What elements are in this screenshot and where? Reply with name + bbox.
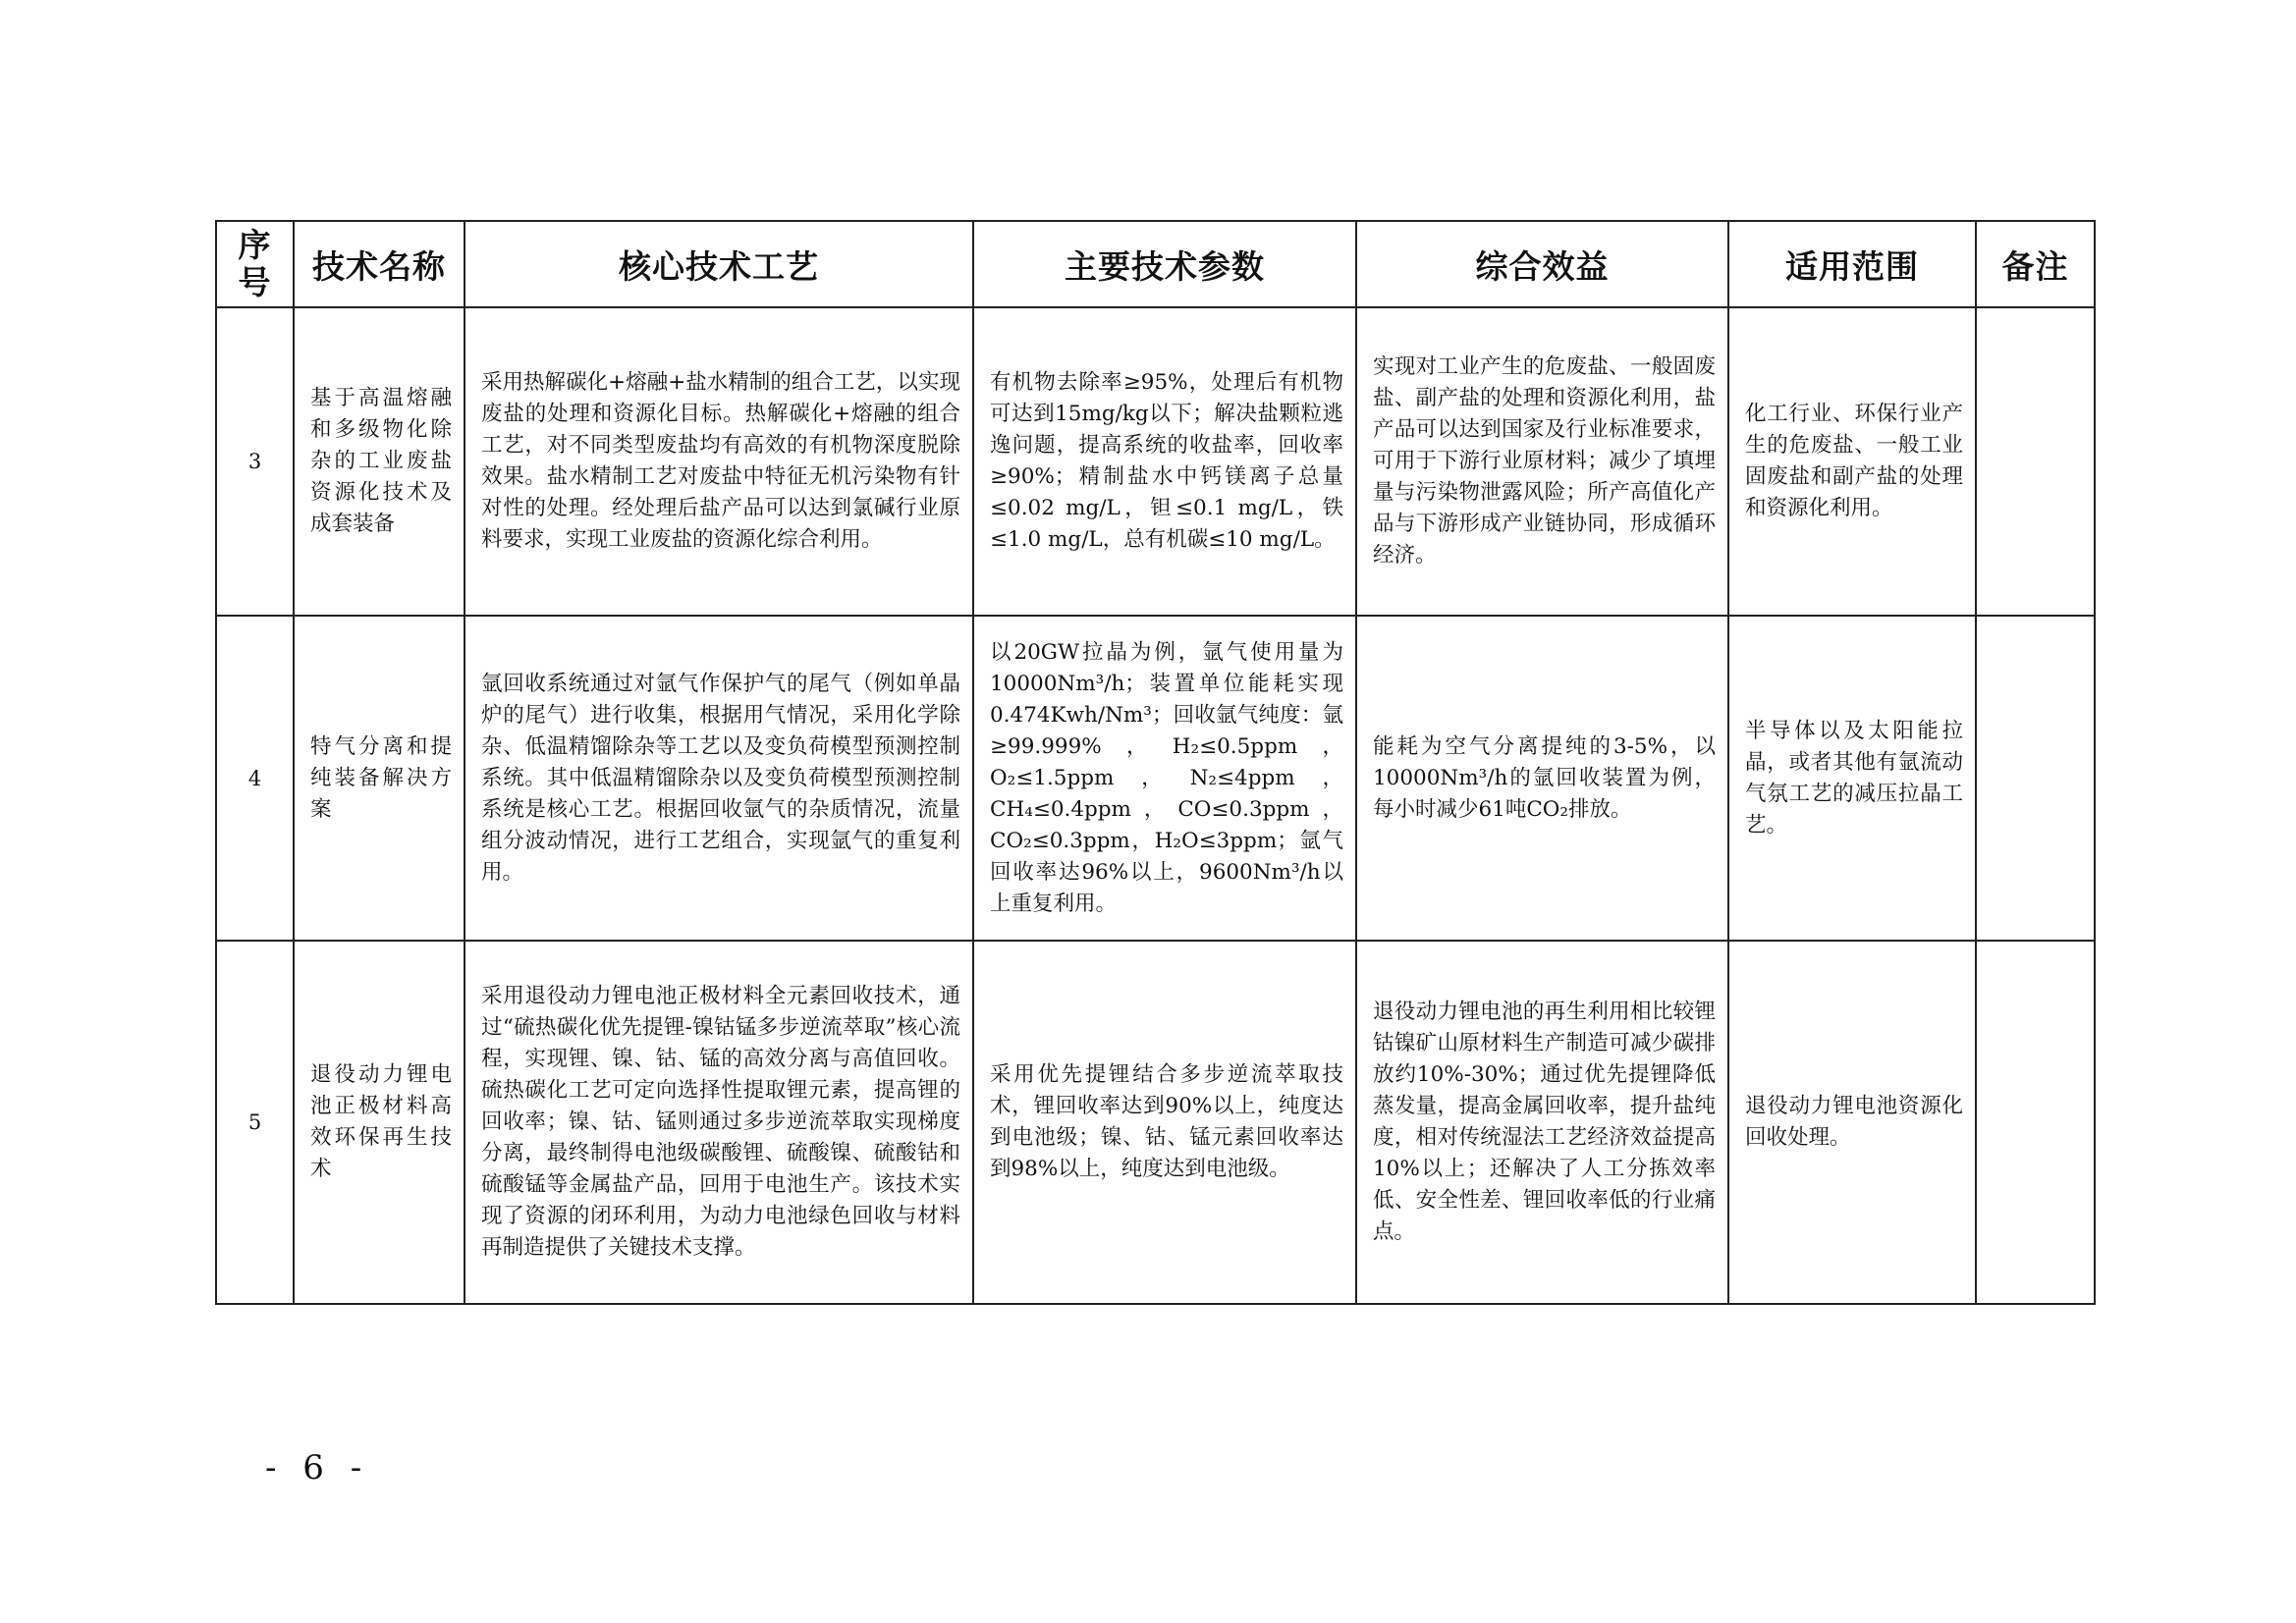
header-name: 技术名称	[294, 221, 465, 307]
row-remarks	[1976, 941, 2095, 1304]
row-benefits-cell	[1356, 941, 1728, 1304]
row-scope: 半导体以及太阳能拉晶，或者其他有氩流动气氛工艺的减压拉晶工艺。	[1745, 718, 1963, 838]
row-process: 采用热解碳化+熔融+盐水精制的组合工艺，以实现废盐的处理和资源化目标。热解碳化+熔融的组合工艺，对不同类型废盐均有高效的有机物深度脱除效果。盐水精制工艺对废盐中特征无机污染物有针对性的处理。经处理后盐产品可以达到氯碱行业原料要求，实现工业废盐的资源化综合利用。	[481, 370, 960, 552]
row-name-cell	[294, 616, 465, 941]
row-benefits: 能耗为空气分离提纯的3-5%，以10000Nm³/h的氩回收装置为例，每小时减少61吨CO₂排放。	[1373, 733, 1716, 822]
row-benefits: 实现对工业产生的危废盐、一般固废盐、副产盐的处理和资源化利用，盐产品可以达到国家及行业标准要求，可用于下游行业原材料；减少了填埋量与污染物泄露风险；所产高值化产品与下游形成产业链协同，形成循环经济。	[1373, 354, 1716, 568]
header-scope: 适用范围	[1728, 221, 1976, 307]
row-name-cell	[294, 941, 465, 1304]
row-scope-cell	[1728, 307, 1976, 616]
row-name: 退役动力锂电池正极材料高效环保再生技术	[310, 1062, 452, 1181]
row-benefits: 退役动力锂电池的再生利用相比较锂钴镍矿山原材料生产制造可减少碳排放约10%-30%；通过优先提锂降低蒸发量，提高金属回收率，提升盐纯度，相对传统湿法工艺经济效益提高10%以上；还解决了人工分拣效率低、安全性差、锂回收率低的行业痛点。	[1373, 1000, 1716, 1244]
row-params-cell	[973, 941, 1356, 1304]
row-params: 有机物去除率≥95%，处理后有机物可达到15mg/kg以下；解决盐颗粒逃逸问题，提高系统的收盐率，回收率≥90%；精制盐水中钙镁离子总量≤0.02 mg/L，钽≤0.1 mg/L，铁≤1.0 mg/L，总有机碳≤10 mg/L。	[990, 370, 1343, 552]
technology-table	[215, 220, 2096, 1305]
row-benefits-cell	[1356, 307, 1728, 616]
row-scope-cell	[1728, 616, 1976, 941]
row-process: 氩回收系统通过对氩气作保护气的尾气（例如单晶炉的尾气）进行收集，根据用气情况，采用化学除杂、低温精馏除杂等工艺以及变负荷模型预测控制系统。其中低温精馏除杂以及变负荷模型预测控制系统是核心工艺。根据回收氩气的杂质情况，流量组分波动情况，进行工艺组合，实现氩气的重复利用。	[481, 671, 960, 885]
row-index: 4	[216, 616, 294, 941]
row-remarks	[1976, 616, 2095, 941]
header-remarks: 备注	[1976, 221, 2095, 307]
table-row	[216, 307, 2095, 616]
header-process: 核心技术工艺	[465, 221, 973, 307]
row-index: 3	[216, 307, 294, 616]
row-params-cell	[973, 616, 1356, 941]
header-index: 序号	[216, 221, 294, 307]
page-number: - 6 -	[265, 1448, 370, 1488]
row-index: 5	[216, 941, 294, 1304]
row-process: 采用退役动力锂电池正极材料全元素回收技术，通过“硫热碳化优先提锂-镍钴锰多步逆流萃取”核心流程，实现锂、镍、钴、锰的高效分离与高值回收。硫热碳化工艺可定向选择性提取锂元素，提高锂的回收率；镍、钴、锰则通过多步逆流萃取实现梯度分离，最终制得电池级碳酸锂、硫酸镍、硫酸钴和硫酸锰等金属盐产品，回用于电池生产。该技术实现了资源的闭环利用，为动力电池绿色回收与材料再制造提供了关键技术支撑。	[481, 984, 960, 1260]
row-benefits-cell	[1356, 616, 1728, 941]
row-scope: 退役动力锂电池资源化回收处理。	[1745, 1094, 1963, 1150]
row-process-cell	[465, 616, 973, 941]
row-process-cell	[465, 307, 973, 616]
table-row	[216, 941, 2095, 1304]
row-remarks	[1976, 307, 2095, 616]
header-benefits: 综合效益	[1356, 221, 1728, 307]
row-process-cell	[465, 941, 973, 1304]
row-params-cell	[973, 307, 1356, 616]
row-name: 特气分离和提纯装备解决方案	[310, 733, 452, 822]
row-params: 采用优先提锂结合多步逆流萃取技术，锂回收率达到90%以上，纯度达到电池级；镍、钴、锰元素回收率达到98%以上，纯度达到电池级。	[990, 1062, 1343, 1181]
row-scope: 化工行业、环保行业产生的危废盐、一般工业固废盐和副产盐的处理和资源化利用。	[1745, 402, 1963, 520]
row-name: 基于高温熔融和多级物化除杂的工业废盐资源化技术及成套装备	[310, 386, 452, 536]
row-scope-cell	[1728, 941, 1976, 1304]
table-header-row	[216, 221, 2095, 307]
header-params: 主要技术参数	[973, 221, 1356, 307]
row-name-cell	[294, 307, 465, 616]
table-row	[216, 616, 2095, 941]
row-params: 以20GW拉晶为例，氩气使用量为10000Nm³/h；装置单位能耗实现0.474Kwh/Nm³；回收氩气纯度：氩≥99.999%，H₂≤0.5ppm，O₂≤1.5ppm，N₂≤4ppm，CH₄≤0.4ppm，CO≤0.3ppm，CO₂≤0.3ppm，H₂O≤3ppm；氩气回收率达96%以上，9600Nm³/h以上重复利用。	[990, 639, 1343, 916]
